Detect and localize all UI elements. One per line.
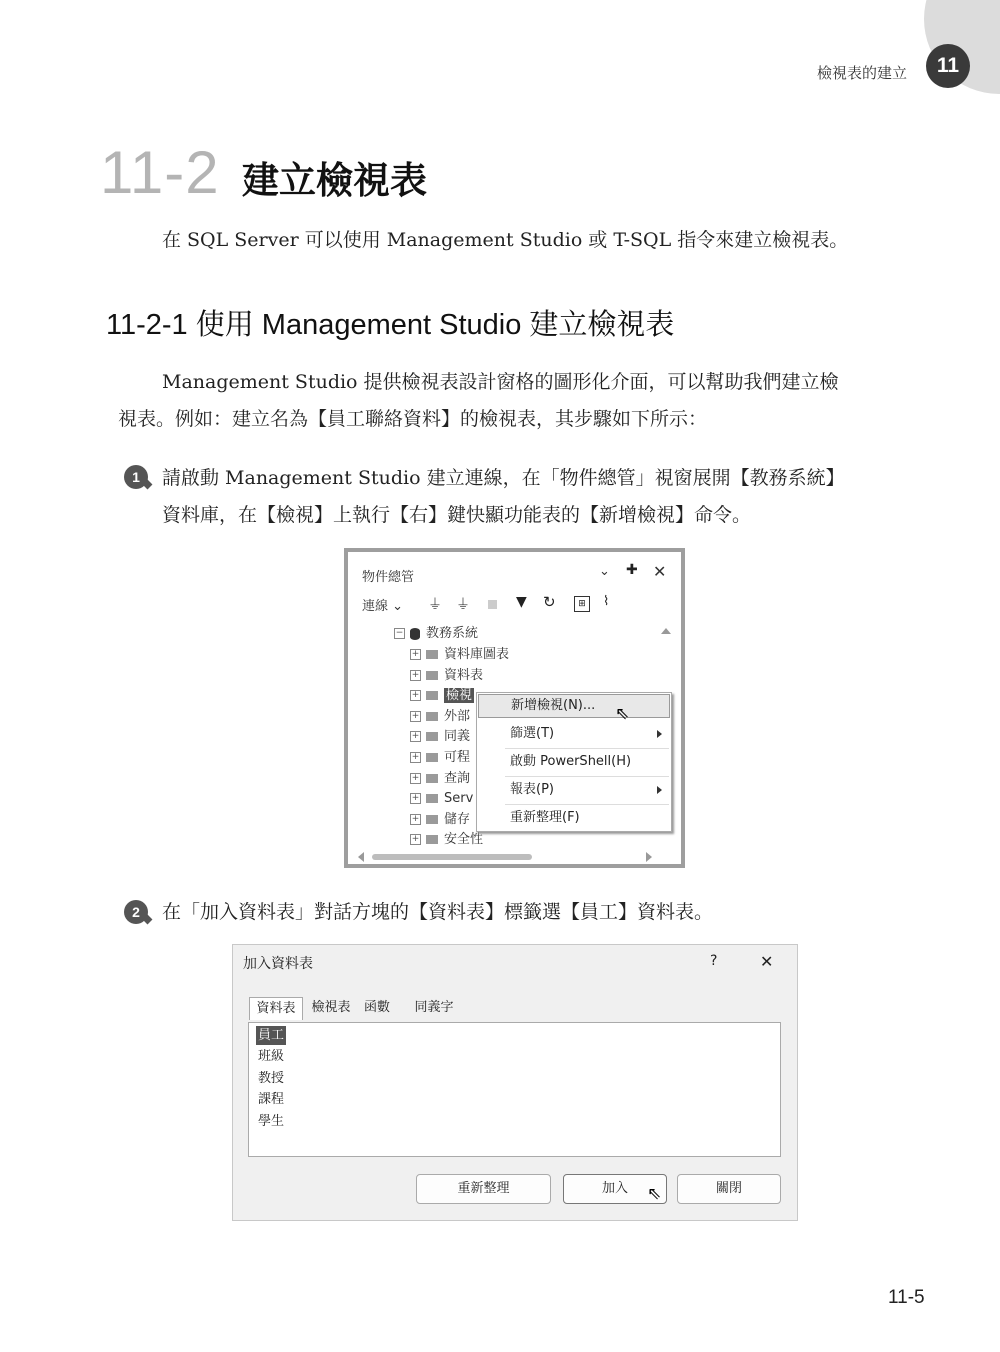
step-1-line-1: 請啟動 Management Studio 建立連線，在「物件總管」視窗展開【教務系統】: [162, 467, 845, 489]
folder-icon: [426, 712, 438, 721]
tree-item-label: 可程: [444, 750, 471, 765]
tree-item[interactable]: [410, 728, 470, 746]
menu-item-refresh[interactable]: 重新整理(F): [510, 810, 580, 825]
tab-synonyms[interactable]: 同義字: [414, 1000, 454, 1015]
folder-icon: [426, 753, 438, 762]
tree-item[interactable]: [410, 667, 483, 685]
tree-item-label: 資料表: [444, 667, 484, 683]
tab-views[interactable]: 檢視表: [311, 1000, 351, 1015]
tree-item-label: 安全性: [444, 832, 484, 848]
tree-item-label: Serv: [444, 791, 474, 807]
tree-item-label: 同義: [444, 729, 471, 745]
mouse-cursor-icon: ⇖: [647, 1184, 662, 1204]
expand-icon[interactable]: +: [411, 813, 420, 824]
paragraph-line-1: Management Studio 提供檢視表設計窗格的圖形化介面，可以幫助我們建立檢: [162, 371, 839, 393]
refresh-button[interactable]: 重新整理: [416, 1174, 551, 1204]
folder-icon: [426, 774, 438, 783]
object-explorer-title: 物件總管: [362, 570, 415, 585]
chevron-down-icon: ⌄: [392, 599, 404, 614]
paragraph-line-2: 視表。例如：建立名為【員工聯絡資料】的檢視表，其步驟如下所示：: [118, 408, 708, 430]
folder-icon: [426, 835, 438, 844]
list-item-selected[interactable]: 員工: [258, 1028, 285, 1043]
page-number: 11-5: [888, 1287, 925, 1308]
folder-icon: [426, 732, 438, 741]
tree-item[interactable]: [410, 708, 470, 726]
plug-icon[interactable]: ⏚: [428, 597, 442, 613]
chapter-title: 檢視表的建立: [817, 64, 908, 82]
section-title: 建立檢視表: [242, 159, 427, 202]
tree-database-node[interactable]: [394, 625, 478, 643]
section-number: 11-2: [100, 139, 220, 206]
add-button[interactable]: 加入: [563, 1174, 667, 1204]
connect-button[interactable]: [362, 595, 403, 614]
object-explorer-screenshot: [344, 548, 685, 868]
table-list: [248, 1022, 781, 1157]
list-item[interactable]: 班級: [258, 1049, 285, 1064]
filter-icon[interactable]: ▼: [516, 594, 527, 610]
expand-icon[interactable]: +: [411, 793, 420, 804]
menu-item-new-view[interactable]: 新增檢視(N)...: [478, 694, 670, 718]
expand-icon[interactable]: +: [411, 669, 420, 680]
help-button[interactable]: ?: [710, 953, 718, 969]
expand-icon[interactable]: +: [411, 772, 420, 783]
folder-icon: [426, 671, 438, 680]
scroll-left-icon[interactable]: [358, 852, 364, 862]
folder-icon: [426, 691, 438, 700]
submenu-arrow-icon: [657, 786, 662, 794]
summary-icon[interactable]: ⊞: [574, 596, 590, 612]
tab-tables[interactable]: 資料表: [249, 997, 303, 1020]
chapter-number-badge: 11: [926, 44, 970, 88]
collapse-icon[interactable]: −: [395, 628, 404, 638]
chevron-down-icon[interactable]: ⌄: [599, 564, 610, 579]
menu-item-reports[interactable]: 報表(P): [478, 777, 670, 803]
refresh-icon[interactable]: ↻: [543, 593, 556, 611]
tree-item[interactable]: [410, 749, 470, 767]
step-2-text: 在「加入資料表」對話方塊的【資料表】標籤選【員工】資料表。: [162, 901, 714, 923]
tree-item[interactable]: [410, 687, 474, 705]
close-icon[interactable]: ✕: [653, 562, 667, 581]
tree-item-label: 資料庫圖表: [444, 647, 510, 662]
subsection-title: 11-2-1 使用 Management Studio 建立檢視表: [106, 309, 675, 341]
tree-item-label: 儲存: [444, 811, 471, 827]
list-item[interactable]: 學生: [258, 1114, 285, 1129]
step-2-badge: 2: [124, 900, 148, 924]
mouse-cursor-icon: ⇖: [615, 704, 630, 724]
list-item[interactable]: 教授: [258, 1071, 285, 1086]
menu-item-filter[interactable]: 篩選(T): [478, 721, 670, 747]
tree-item[interactable]: [410, 790, 473, 808]
scroll-right-icon[interactable]: [646, 852, 652, 862]
expand-icon[interactable]: +: [411, 752, 420, 762]
tree-item[interactable]: [410, 646, 509, 664]
expand-icon[interactable]: +: [411, 731, 420, 742]
dialog-title: 加入資料表: [243, 956, 313, 972]
folder-icon: [426, 650, 438, 659]
expand-icon[interactable]: +: [411, 690, 420, 701]
disconnect-icon[interactable]: ⏚: [456, 597, 470, 613]
pin-icon[interactable]: ✚: [626, 562, 638, 578]
tab-functions[interactable]: 函數: [363, 1000, 390, 1015]
horizontal-scrollbar[interactable]: [372, 854, 532, 860]
expand-icon[interactable]: +: [411, 649, 420, 659]
tree-item-label: 外部: [444, 708, 471, 724]
tree-item-label: 檢視: [446, 688, 473, 704]
step-1-line-2: 資料庫，在【檢視】上執行【右】鍵快顯功能表的【新增檢視】命令。: [162, 504, 752, 526]
tree-item[interactable]: [410, 811, 470, 829]
close-dialog-button[interactable]: 關閉: [677, 1174, 781, 1204]
tree-item[interactable]: [410, 770, 470, 788]
submenu-arrow-icon: [657, 730, 662, 738]
expand-icon[interactable]: +: [411, 834, 420, 845]
add-table-dialog: [232, 944, 798, 1221]
connect-label: 連線: [362, 599, 389, 614]
expand-icon[interactable]: +: [411, 710, 420, 721]
step-1-badge: 1: [124, 465, 148, 489]
folder-icon: [426, 815, 438, 824]
tree-item-label: 查詢: [444, 770, 471, 786]
context-menu: [476, 692, 672, 832]
menu-item-powershell[interactable]: 啟動 PowerShell(H): [510, 754, 632, 769]
activity-monitor-icon[interactable]: ⌇: [603, 594, 610, 609]
database-label: 教務系統: [426, 626, 479, 641]
list-item[interactable]: 課程: [258, 1092, 285, 1107]
intro-paragraph: 在 SQL Server 可以使用 Management Studio 或 T-SQL 指令來建立檢視表。: [162, 229, 849, 251]
folder-icon: [426, 794, 438, 803]
close-button[interactable]: ✕: [760, 952, 774, 971]
stop-icon[interactable]: [488, 600, 497, 609]
tree-item[interactable]: [410, 831, 483, 849]
scroll-up-icon[interactable]: [661, 628, 671, 634]
database-icon: [410, 628, 420, 640]
